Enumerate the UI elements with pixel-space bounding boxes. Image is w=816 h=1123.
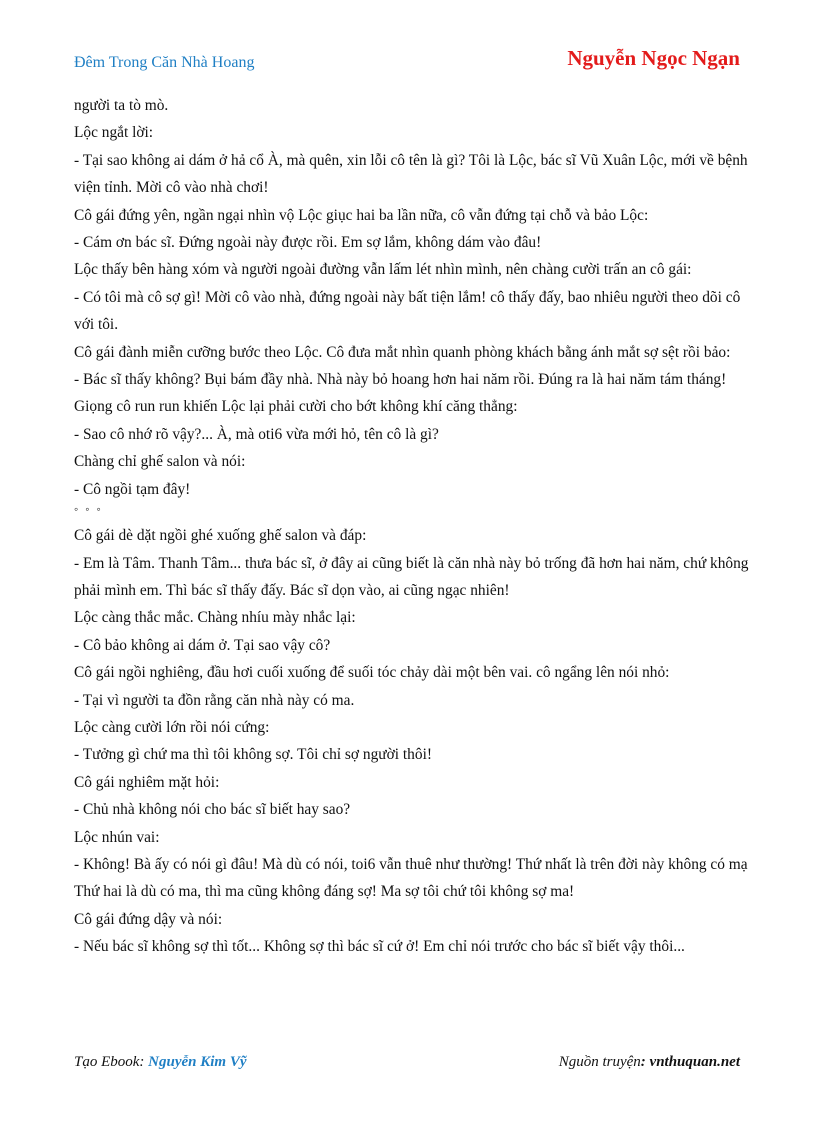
source-site: vnthuquan.net: [649, 1054, 740, 1070]
paragraph: Lộc ngắt lời:: [74, 124, 154, 142]
paragraph: - Cô ngồi tạm đây!: [74, 480, 191, 498]
page-header: [74, 46, 740, 80]
book-title: Đêm Trong Căn Nhà Hoang: [74, 54, 255, 71]
ebook-maker: Nguyễn Kim Vỹ: [148, 1054, 247, 1070]
paragraph: Cô gái đứng dậy và nói:: [74, 910, 223, 928]
paragraph: - Cám ơn bác sĩ. Đứng ngoài này được rồi. Em sợ lắm, không dám vào đâu!: [74, 234, 542, 252]
page-footer: [74, 1054, 740, 1078]
paragraph: - Sao cô nhớ rõ vậy?... À, mà oti6 vừa mới hỏ, tên cô là gì?: [74, 425, 439, 443]
paragraph: Chàng chỉ ghế salon và nói:: [74, 453, 246, 471]
paragraph: Lộc nhún vai:: [74, 828, 160, 846]
paragraph: - Cô bảo không ai dám ở. Tại sao vậy cô?: [74, 636, 331, 654]
paragraph: - Bác sĩ thấy không? Bụi bám đầy nhà. Nhà này bỏ hoang hơn hai năm rồi. Đúng ra là hai năm tám tháng!: [74, 371, 727, 389]
paragraph: - Tưởng gì chứ ma thì tôi không sợ. Tôi chỉ sợ người thôi!: [74, 746, 432, 764]
paragraph: - Nếu bác sĩ không sợ thì tốt... Không sợ thì bác sĩ cứ ở! Em chỉ nói trước cho bác sĩ biết vậy thôi...: [74, 938, 685, 956]
paragraph: Cô gái đứng yên, ngần ngại nhìn vộ Lộc giục hai ba lần nữa, cô vẫn đứng tại chỗ và bảo Lộc:: [74, 206, 649, 224]
paragraph: - Chủ nhà không nói cho bác sĩ biết hay sao?: [74, 801, 351, 819]
paragraph: Lộc càng thắc mắc. Chàng nhíu mày nhắc lại:: [74, 609, 356, 627]
paragraph: Cô gái ngồi nghiêng, đầu hơi cuối xuống để suối tóc chảy dài một bên vai. cô ngẩng lên nói nhỏ:: [74, 664, 670, 682]
story-text: [74, 92, 754, 961]
paragraph: - Có tôi mà cô sợ gì! Mời cô vào nhà, đứng ngoài này bất tiện lắm! cô thấy đấy, bao nhiêu người theo dõi cô với tôi.: [74, 288, 741, 334]
author-name: Nguyễn Ngọc Ngạn: [567, 46, 740, 70]
source-label: Nguồn truyện: [558, 1054, 641, 1070]
paragraph: - Em là Tâm. Thanh Tâm... thưa bác sĩ, ở đây ai cũng biết là căn nhà này bỏ trống đã hơn hai năm, chứ không phải mình em. Thì bác sĩ thấy đấy. Bác sĩ dọn vào, ai cũng ngạc nhiên!: [74, 554, 749, 599]
paragraph: Cô gái đành miễn cưỡng bước theo Lộc. Cô đưa mắt nhìn quanh phòng khách bằng ánh mắt sợ sệt rồi bảo:: [74, 343, 731, 361]
paragraph: Lộc thấy bên hàng xóm và người ngoài đường vẫn lấm lét nhìn mình, nên chàng cười trấn an cô gái:: [74, 261, 692, 279]
paragraph: - Tại vì người ta đồn rằng căn nhà này có ma.: [74, 691, 355, 709]
paragraph: Cô gái nghiêm mặt hỏi:: [74, 773, 220, 791]
paragraph: Cô gái dè dặt ngồi ghé xuống ghế salon và đáp:: [74, 527, 367, 545]
paragraph: Giọng cô run run khiến Lộc lại phải cười cho bớt không khí căng thẳng:: [74, 398, 518, 416]
paragraph: - Không! Bà ấy có nói gì đâu! Mà dù có nói, toi6 vẫn thuê như thường! Thứ nhất là trên đời này không có mạ Thứ hai là dù có ma, thì ma cũng không đáng sợ! Ma sợ tôi chứ tôi không sợ ma!: [74, 855, 748, 901]
paragraph: người ta tò mò.: [74, 97, 169, 114]
ebook-credit: Tạo Ebook: Nguyễn Kim Vỹ: [74, 1054, 247, 1070]
ebook-label: Tạo Ebook: [74, 1054, 140, 1070]
section-separator: ◦ ◦ ◦: [74, 502, 103, 517]
paragraph: Lộc càng cười lớn rồi nói cứng:: [74, 718, 270, 736]
paragraph: - Tại sao không ai dám ở hả cổ À, mà quên, xin lỗi cô tên là gì? Tôi là Lộc, bác sĩ Vũ Xuân Lộc, mới về bệnh viện tỉnh. Mời cô vào nhà chơi!: [74, 151, 748, 197]
source-credit: Nguồn truyện: vnthuquan.net: [558, 1054, 740, 1070]
